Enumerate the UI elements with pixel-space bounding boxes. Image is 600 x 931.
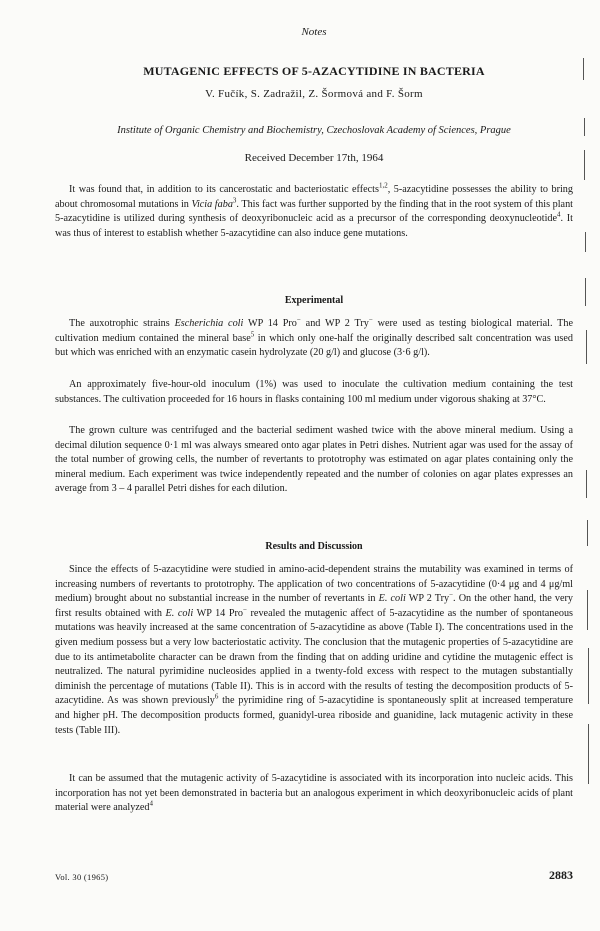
scan-margin-mark — [584, 118, 585, 136]
scan-margin-mark — [587, 520, 588, 546]
scan-margin-mark — [586, 470, 587, 498]
running-head: Notes — [301, 26, 327, 38]
ref-superscript: 6 — [214, 692, 219, 701]
ref-superscript: 4 — [557, 210, 561, 219]
ref-superscript: 4 — [149, 799, 153, 808]
section-heading-experimental: Experimental — [284, 295, 344, 306]
experimental-paragraph-1: The auxotrophic strains Escherichia coli WP 14 Pro− and WP 2 Try− were used as testing biological material. The cultivation medium contained the mineral base$^5$ in which only one-half the originally described salt concentration was used but which was enriched with an enzymatic casein hydrolyzate (20 g/l) and glucose (3·6 g/l). — [55, 315, 574, 359]
experimental-paragraph-3: The grown culture was centrifuged and the bacterial sediment washed twice with the above mineral medium. Using a decimal dilution sequence 0·1 ml was always smeared onto agar plates in Petri dishes. Nutrient agar was used for the assay of the total number of growing cells, the number of revertants to prototrophy was estimated on agar plates containing only the mineral medium. Each experiment was twice independently repeated and the number of colonies on agar plates expresses an average from 3 – 4 parallel Petri dishes for each dilution. — [55, 425, 573, 495]
ref-superscript: 3 — [232, 196, 237, 205]
ref-superscript: 1,2 — [378, 181, 388, 190]
results-paragraph-1: Since the effects of 5-azacytidine were studied in amino-acid-dependent strains the mutability was examined in terms of increasing numbers of revertants to prototrophy. The application of two concentrations of 5-azacytidine (0·4 μg and 4 μg/ml medium) brought about no substantial increase in the number of revertants in E. coli WP 2 Try−. On the other hand, the very first results obtained with E. coli WP 14 Pro− revealed the mutagenic affect of 5-azacytidine as the number of spontaneous mutations was heavily increased at the same concentration of 5-azacytidine as above (Table I). The concentrations used in the given medium possess but a very low bacteriostatic activity. The conclusion that the mutagenic properties of 5-azacytidine are due to its antimetabolite character can be drawn from the finding that on adding uridine and cytidine the mutagenic effect is neutralized. The natural pyrimidine nucleosides applied in a twenty-fold excess with respect to the mutagen substantially diminish the percentage of mutations (Table II). This is in accord with the results of testing the decomposition products of 5-azacytidine. As was shown previously$^6$ the pyrimidine ring of 5-azacytidine is spontaneously split at increased temperature and higher pH. The decomposition products formed, guanidyl-urea riboside and guanidine, lack mutagenic activity in these tests (Table III). — [55, 564, 574, 736]
scan-margin-mark — [585, 232, 586, 252]
results-paragraph-2: It can be assumed that the mutagenic activity of 5-azacytidine is associated with its incorporation into nucleic acids. This incorporation has not yet been demonstrated in bacteria but an analogous experiment in which deoxyribonucleic acids of plant material were analyzed$^4$ — [55, 773, 573, 814]
experimental-paragraph-2: An approximately five-hour-old inoculum (1%) was used to inoculate the cultivation medium containing the test substances. The cultivation proceeded for 16 hours in flasks containing 100 ml medium under vigorous shaking at 37°C. — [55, 379, 573, 405]
journal-volume: Vol. 30 (1965) — [55, 872, 109, 882]
scan-margin-mark — [588, 724, 589, 784]
ref-superscript: 5 — [250, 330, 255, 339]
article-title: MUTAGENIC EFFECTS OF 5-AZACYTIDINE IN BACTERIA — [143, 64, 485, 78]
scan-margin-mark — [586, 330, 587, 364]
page-number: 2883 — [549, 868, 573, 882]
received-date: Received December 17th, 1964 — [244, 152, 384, 164]
authors: V. Fučík, S. Zadražil, Z. Šormová and F. Šorm — [205, 88, 423, 100]
scan-margin-mark — [588, 648, 589, 704]
scan-margin-mark — [583, 58, 584, 80]
institute: Institute of Organic Chemistry and Biochemistry, Czechoslovak Academy of Sciences, Prague — [117, 125, 511, 136]
scan-margin-mark — [585, 278, 586, 306]
scan-margin-mark — [587, 590, 588, 630]
intro-paragraph: It was found that, in addition to its cancerostatic and bacteriostatic effects$^{1,2}$, 5-azacytidine possesses the ability to bring about chromosomal mutations in Vicia faba$^3$. This fact was further supported by the finding that in the root system of this plant 5-azacytidine is utilized during synthesis of deoxyribonucleic acid as a precursor of the corresponding deoxynucleotide$^4$. It was thus of interest to establish whether 5-azacytidine can also induce gene mutations. — [55, 181, 574, 239]
scan-margin-mark — [584, 150, 585, 180]
section-heading-results: Results and Discussion — [265, 541, 363, 552]
